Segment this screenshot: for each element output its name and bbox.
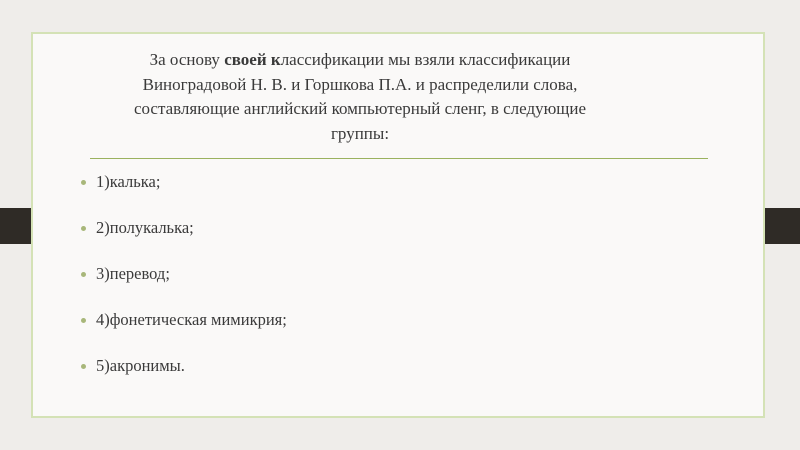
title-line-3: составляющие английский компьютерный сленг, в следующие: [133, 99, 587, 118]
title-text-start: За основу: [149, 50, 225, 69]
bullet-icon: [81, 180, 86, 185]
title-divider: [90, 158, 708, 159]
list-item-label: 2)полукалька;: [96, 218, 194, 237]
bullet-icon: [81, 364, 86, 369]
list-item-label: 5)акронимы.: [96, 356, 185, 375]
list-item-label: 3)перевод;: [96, 264, 170, 283]
slide-title: [80, 48, 640, 146]
bullet-icon: [81, 318, 86, 323]
bullet-icon: [81, 272, 86, 277]
list-item-label: 4)фонетическая мимикрия;: [96, 310, 287, 329]
title-bold-text: своей к: [224, 50, 281, 69]
list-item: [81, 172, 287, 192]
title-text-end: лассификации мы взяли классификации: [280, 50, 571, 69]
list-item: [81, 310, 287, 330]
list-item-label: 1)калька;: [96, 172, 161, 191]
bullet-icon: [81, 226, 86, 231]
list-item: [81, 356, 287, 376]
category-list: [81, 172, 287, 402]
title-line-4: группы:: [330, 123, 390, 143]
list-item: [81, 218, 287, 238]
list-item: [81, 264, 287, 284]
title-line-2: Виноградовой Н. В. и Горшкова П.А. и распределили слова,: [142, 74, 578, 94]
title-line-1: [80, 48, 640, 73]
